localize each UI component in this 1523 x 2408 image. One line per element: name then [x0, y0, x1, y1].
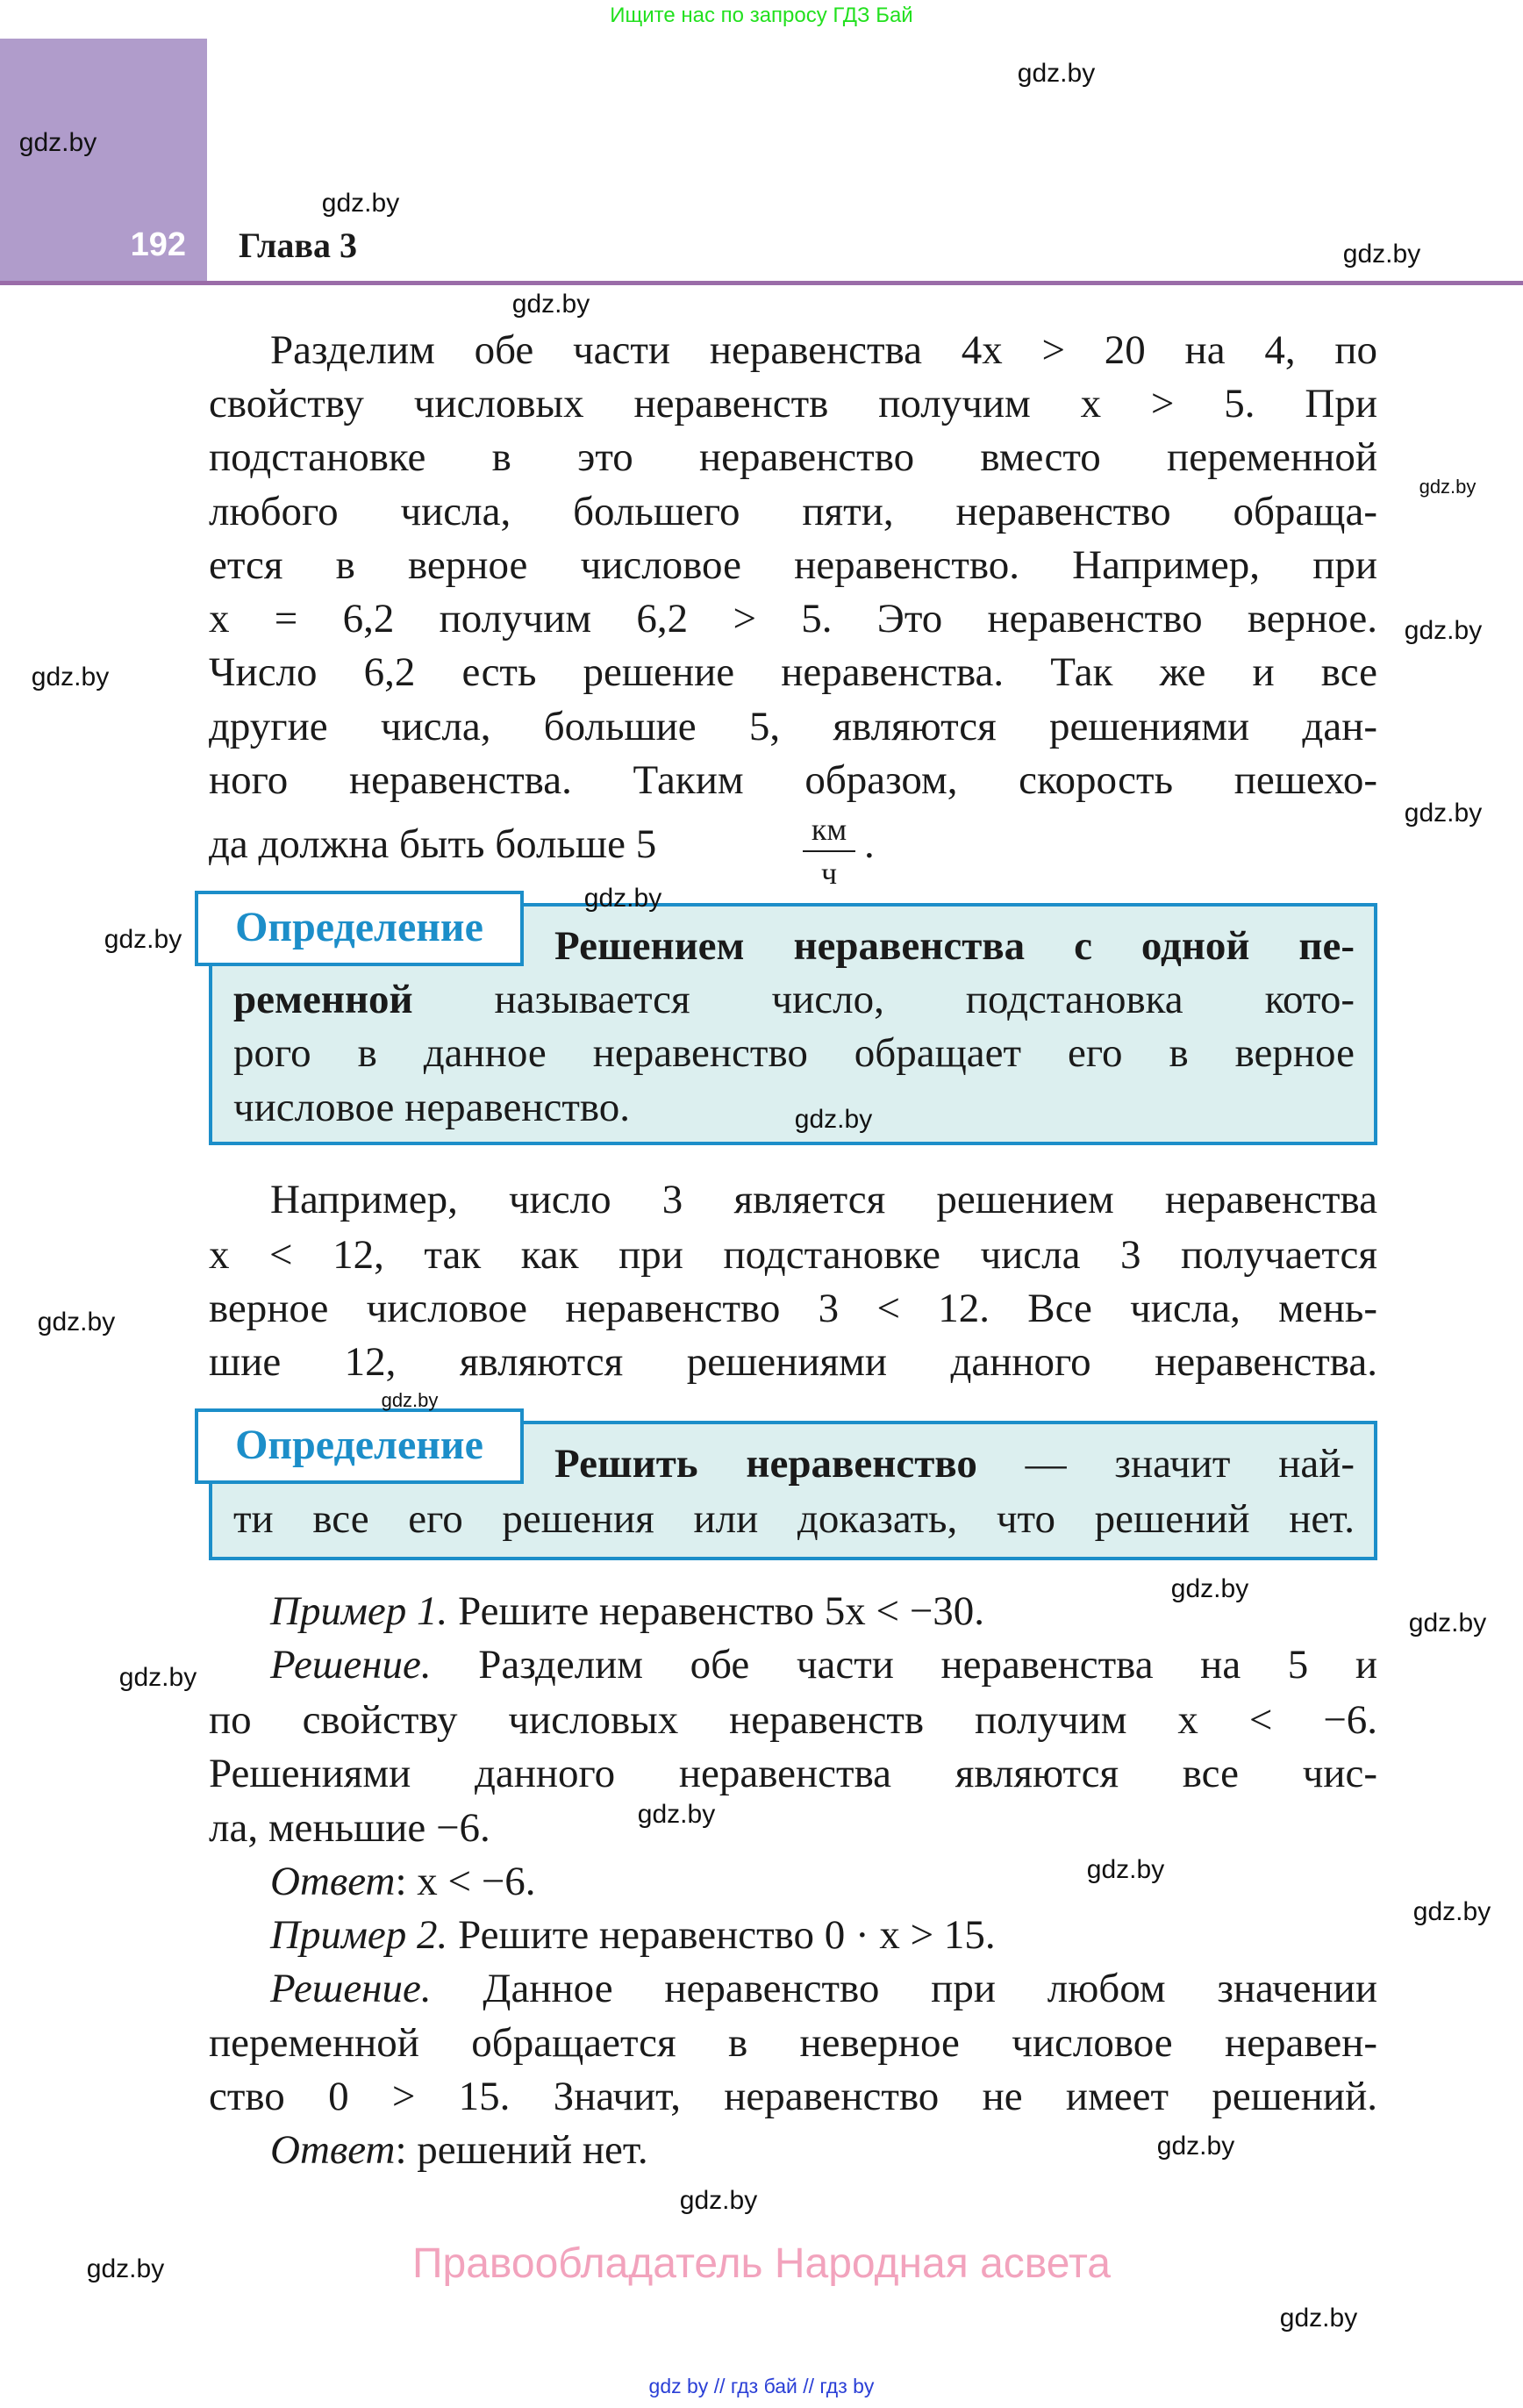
definition-text: рого в данное неравенство обращает его в верное [233, 1030, 1355, 1076]
fraction-numerator: км [811, 812, 847, 847]
text-line: свойству числовых неравенств получим x > 5. При [209, 381, 1377, 426]
term: Решить неравенство [554, 1441, 977, 1487]
definition-tag: Определение [195, 1408, 524, 1484]
text-line: верное числовое неравенство 3 < 12. Все числа, мень- [209, 1286, 1377, 1331]
search-banner: Ищите нас по запросу ГДЗ Бай [610, 4, 913, 27]
text: Разделим обе части неравенства на 5 и [431, 1642, 1377, 1688]
watermark: gdz.by [794, 1105, 873, 1134]
definition-text: ти все его решения или доказать, что решений нет. [233, 1496, 1355, 1542]
watermark: gdz.by [1017, 59, 1096, 88]
text: Данное неравенство при любом значении [431, 1966, 1377, 2011]
watermark: gdz.by [31, 663, 110, 692]
example-2 [270, 1909, 996, 1961]
definition-text [233, 973, 1355, 1026]
text-line: x < 12, так как при подстановке числа 3 получается [209, 1232, 1377, 1278]
text-line: ство 0 > 15. Значит, неравенство не имеет решений. [209, 2074, 1377, 2119]
header-rule [0, 281, 1523, 285]
text-line: ла, меньшие −6. [209, 1805, 490, 1851]
watermark: gdz.by [86, 2254, 165, 2283]
example-1 [270, 1585, 984, 1638]
solution-1 [270, 1638, 1377, 1691]
watermark: gdz.by [104, 925, 182, 954]
text-line: по свойству числовых неравенств получим x < −6. [209, 1697, 1377, 1743]
copyright-notice: Правообладатель Народная асвета [412, 2240, 1111, 2287]
footer-links[interactable]: gdz by // гдз бай // гдз by [648, 2375, 875, 2397]
text-line: x = 6,2 получим 6,2 > 5. Это неравенство верное. [209, 596, 1377, 641]
watermark: gdz.by [1086, 1855, 1165, 1884]
text: : решений нет. [395, 2127, 648, 2173]
answer-label: Ответ [270, 2127, 396, 2173]
text: Решите неравенство 5x < −30. [447, 1588, 985, 1634]
watermark: gdz.by [637, 1800, 716, 1829]
text-line: любого числа, большего пяти, неравенство обраща- [209, 489, 1377, 534]
text-line: Например, число 3 является решением неравенства [270, 1177, 1377, 1222]
unit-fraction [803, 812, 855, 891]
text-line: Число 6,2 есть решение неравенства. Так же и все [209, 649, 1377, 695]
fraction-denominator: ч [820, 856, 838, 891]
text: Решите неравенство 0 · x > 15. [447, 1912, 996, 1958]
definition-text [554, 1437, 1355, 1490]
watermark: gdz.by [583, 884, 662, 913]
solution-label: Решение. [270, 1642, 432, 1688]
watermark: gdz.by [1404, 799, 1483, 828]
watermark: gdz.by [679, 2186, 758, 2215]
text-line: Разделим обе части неравенства 4x > 20 на 4, по [270, 327, 1377, 373]
solution-label: Решение. [270, 1966, 432, 2011]
watermark: gdz.by [381, 1389, 439, 1411]
watermark: gdz.by [1342, 240, 1421, 269]
answer-2 [270, 2124, 648, 2176]
text-line: Решениями данного неравенства являются все чис- [209, 1751, 1377, 1796]
watermark: gdz.by [1412, 1897, 1491, 1926]
fraction-bar [803, 850, 855, 852]
example-label: Пример 2. [270, 1912, 448, 1958]
watermark: gdz.by [1156, 2132, 1235, 2161]
chapter-title: Глава 3 [239, 226, 357, 265]
text-line: шие 12, являются решениями данного неравенства. [209, 1339, 1377, 1385]
watermark: gdz.by [1170, 1574, 1249, 1603]
text-line: подстановке в это неравенство вместо переменной [209, 434, 1377, 480]
period: . [864, 821, 875, 867]
text-line: да должна быть больше 5 [209, 821, 657, 867]
text-line: другие числа, большие 5, являются решениями дан- [209, 704, 1377, 749]
watermark: gdz.by [18, 128, 97, 157]
text-line: ного неравенства. Таким образом, скорость пешехо- [209, 757, 1377, 803]
definition-tag: Определение [195, 891, 524, 966]
watermark: gdz.by [1419, 476, 1477, 498]
text: называется число, подстановка кото- [412, 977, 1355, 1022]
watermark: gdz.by [321, 189, 400, 218]
text: — значит най- [976, 1441, 1355, 1487]
solution-2 [270, 1962, 1377, 2015]
term: ременной [233, 977, 413, 1022]
watermark: gdz.by [1279, 2304, 1358, 2333]
watermark: gdz.by [1404, 616, 1483, 645]
watermark: gdz.by [118, 1663, 197, 1692]
text-line: ется в верное числовое неравенство. Например, при [209, 542, 1377, 588]
text: : x < −6. [395, 1859, 536, 1904]
definition-text: числовое неравенство. [233, 1085, 630, 1130]
answer-label: Ответ [270, 1859, 396, 1904]
watermark: gdz.by [1408, 1609, 1487, 1638]
definition-text: Решением неравенства с одной пе- [554, 923, 1355, 969]
answer-1 [270, 1855, 536, 1908]
example-label: Пример 1. [270, 1588, 448, 1634]
page-number: 192 [130, 226, 186, 263]
text-line: переменной обращается в неверное числовое неравен- [209, 2020, 1377, 2066]
watermark: gdz.by [37, 1308, 116, 1337]
watermark: gdz.by [511, 290, 590, 319]
